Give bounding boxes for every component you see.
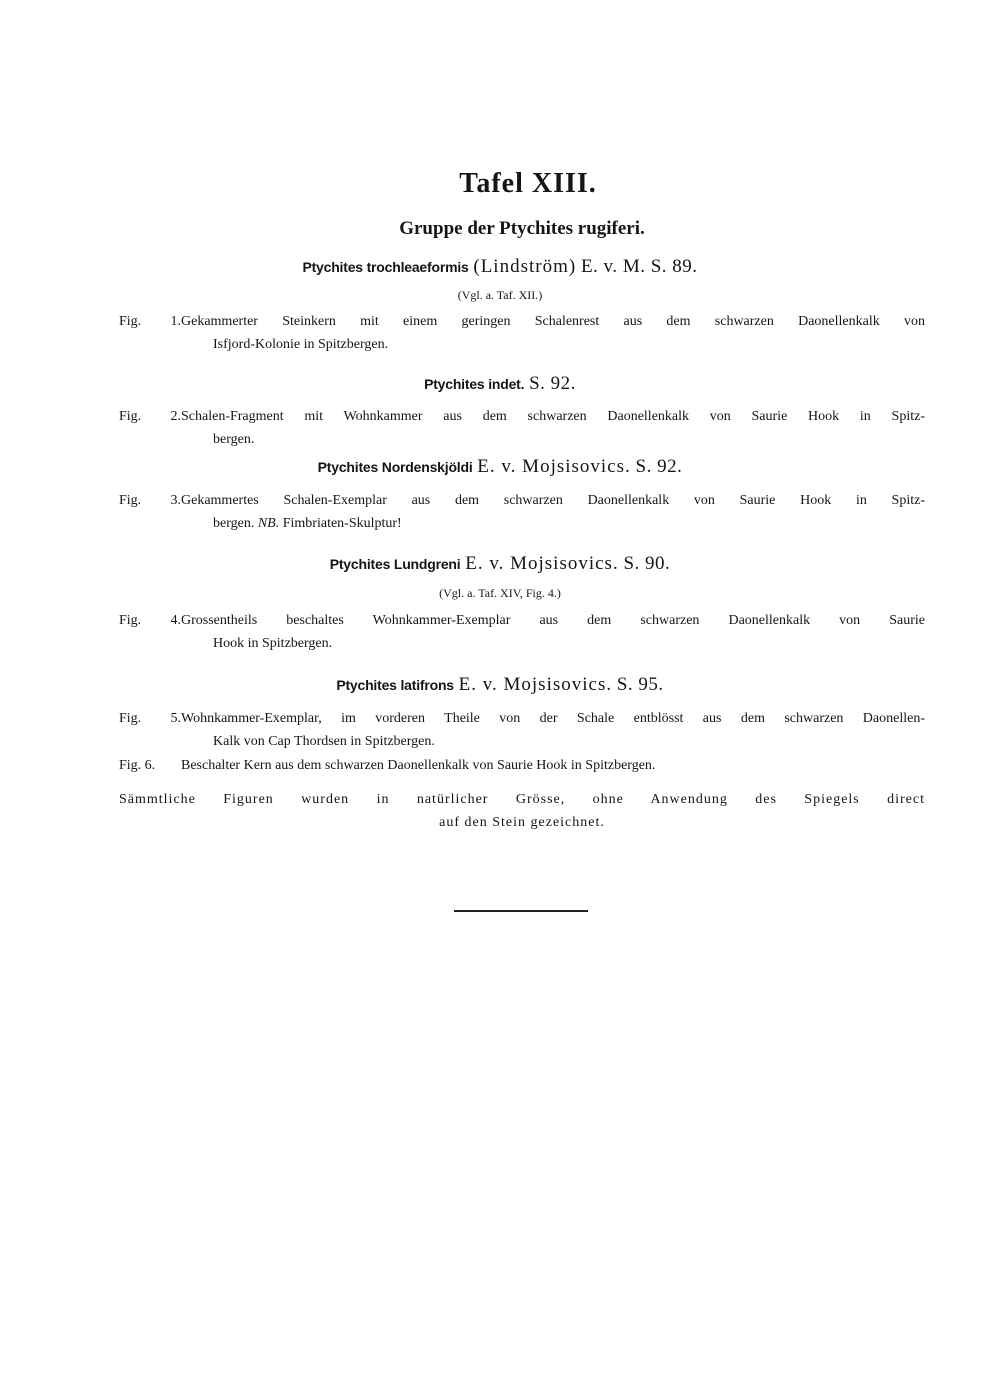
caption-line <box>119 489 925 512</box>
caption-line <box>119 609 925 632</box>
caption-line: bergen. <box>213 432 255 447</box>
caption-text: Gekammerter Steinkern mit einem geringen Schalenrest aus dem schwarzen Daonellenkalk von <box>181 314 925 329</box>
figure-number: Fig. 1. <box>119 314 181 329</box>
caption-line <box>119 310 925 333</box>
figure-caption <box>119 489 925 535</box>
species-author: E. v. Mojsisovics. <box>477 456 631 477</box>
species-reference: S. 92. <box>529 373 576 394</box>
species-name: Ptychites Nordenskjöldi <box>317 459 473 475</box>
caption-line <box>119 754 925 777</box>
species-reference: E. v. M. S. 89. <box>580 256 698 277</box>
species-reference: S. 95. <box>616 674 664 695</box>
figure-number: Fig. 3. <box>119 493 181 508</box>
caption-line <box>119 512 925 535</box>
figure-caption <box>119 707 925 753</box>
caption-line: Hook in Spitzbergen. <box>213 636 333 651</box>
species-heading <box>0 373 1000 395</box>
closing-remark <box>119 788 925 834</box>
species-name: Ptychites latifrons <box>336 677 454 693</box>
caption-line <box>119 405 925 428</box>
plate-title: Tafel XIII. <box>459 168 597 199</box>
caption-line <box>119 707 925 730</box>
caption-line: Kalk von Cap Thordsen in Spitzbergen. <box>213 734 435 749</box>
figure-number: Fig. 6. <box>119 758 156 773</box>
species-author: E. v. Mojsisovics. <box>458 674 613 695</box>
figure-number: Fig. 5. <box>119 711 181 726</box>
figure-caption <box>119 754 925 777</box>
caption-text: Wohnkammer-Exemplar, im vorderen Theile von der Schale entblösst aus dem schwarzen Daonellen- <box>181 711 925 726</box>
species-reference: S. 90. <box>623 553 671 574</box>
species-heading <box>0 456 1000 478</box>
caption-text: Gekammertes Schalen-Exemplar aus dem schwarzen Daonellenkalk von Saurie Hook in Spitz- <box>181 493 925 508</box>
figure-caption <box>119 609 925 655</box>
figure-caption <box>119 310 925 356</box>
cross-reference-note: (Vgl. a. Taf. XII.) <box>457 288 543 302</box>
species-reference: S. 92. <box>635 456 683 477</box>
figure-number: Fig. 4. <box>119 613 181 628</box>
figure-number: Fig. 2. <box>119 409 181 424</box>
nota-bene-label: NB. <box>257 516 280 531</box>
species-heading <box>0 553 1000 575</box>
species-author: (Lindström) <box>473 256 577 277</box>
species-author: E. v. Mojsisovics. <box>465 553 619 574</box>
caption-text: bergen. <box>213 516 255 531</box>
species-heading <box>0 674 1000 696</box>
nota-bene-text: Fimbriaten-Skulptur! <box>282 516 402 531</box>
caption-text: Beschalter Kern aus dem schwarzen Daonellenkalk von Saurie Hook in Spitzbergen. <box>181 758 656 773</box>
species-name: Ptychites trochleaeformis <box>302 259 469 275</box>
closing-line: auf den Stein gezeichnet. <box>439 815 605 830</box>
group-title: Gruppe der Ptychites rugiferi. <box>399 218 645 239</box>
species-heading <box>0 256 1000 278</box>
caption-text: Grossentheils beschaltes Wohnkammer-Exemplar aus dem schwarzen Daonellenkalk von Saurie <box>181 613 925 628</box>
end-rule <box>454 910 588 912</box>
caption-line: Isfjord-Kolonie in Spitzbergen. <box>213 337 389 352</box>
closing-line: Sämmtliche Figuren wurden in natürlicher Grösse, ohne Anwendung des Spiegels direct <box>119 792 925 807</box>
figure-caption <box>119 405 925 451</box>
species-name: Ptychites Lundgreni <box>329 556 461 572</box>
caption-text: Schalen-Fragment mit Wohnkammer aus dem schwarzen Daonellenkalk von Saurie Hook in Spitz- <box>181 409 925 424</box>
cross-reference-note: (Vgl. a. Taf. XIV, Fig. 4.) <box>439 586 561 600</box>
species-name: Ptychites indet. <box>424 376 525 392</box>
